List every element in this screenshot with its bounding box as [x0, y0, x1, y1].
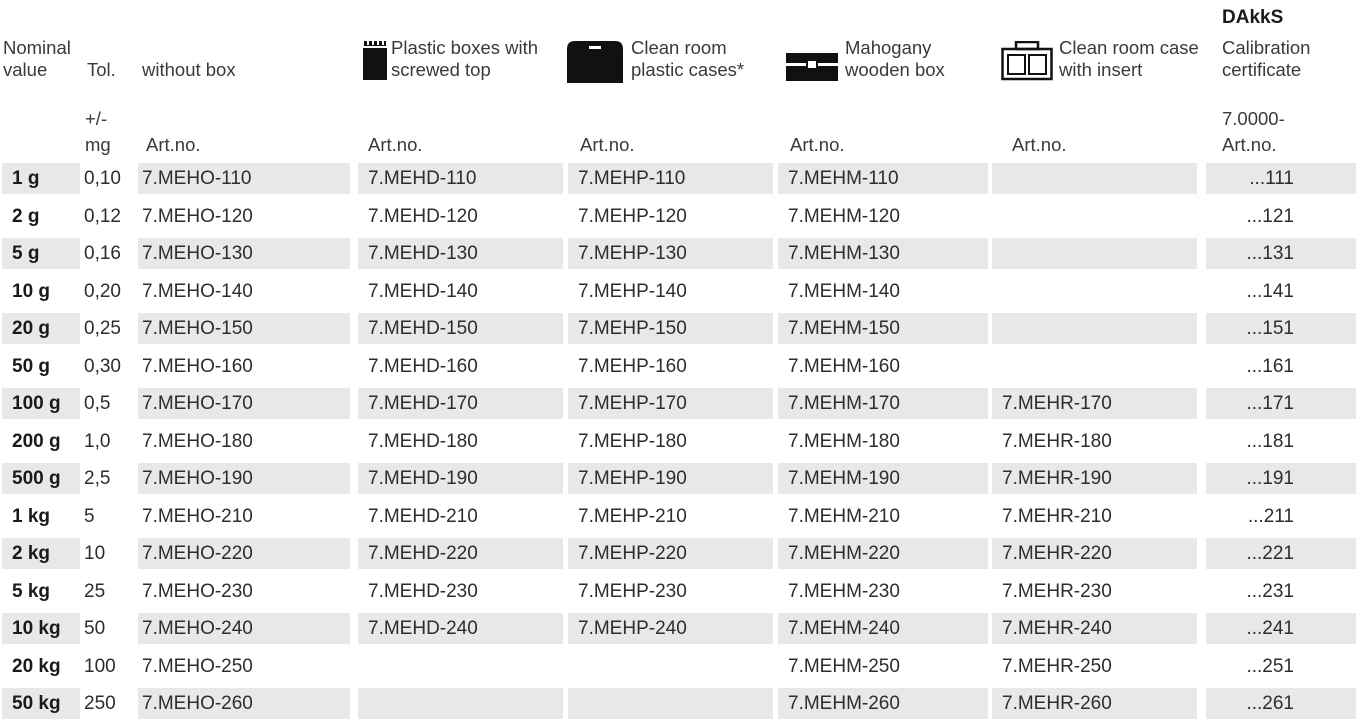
without-box-artno-cell: 7.MEHO-220	[138, 538, 350, 569]
table-row	[0, 201, 1360, 232]
nominal-value-cell: 50 g	[12, 355, 51, 377]
header-clean-room-case-line2: with insert	[1059, 59, 1143, 80]
dakks-artno-cell: ...231	[1246, 580, 1294, 602]
clean-room-plastic-artno-cell: 7.MEHP-240	[568, 613, 773, 644]
subheader-artno-mahogany: Art.no.	[790, 134, 845, 155]
dakks-artno-cell: ...191	[1206, 463, 1356, 494]
table-row	[0, 501, 1360, 532]
without-box-artno-cell: 7.MEHO-260	[138, 688, 350, 719]
tolerance-cell: 50	[84, 618, 106, 639]
header-plastic-boxes-line2: screwed top	[391, 59, 491, 80]
clean-room-plastic-artno-cell: 7.MEHP-110	[568, 163, 773, 194]
table-row	[0, 576, 1360, 607]
plastic-box-artno-cell: 7.MEHD-110	[358, 163, 563, 194]
dakks-artno-cell: ...181	[1246, 430, 1294, 452]
nominal-value-cell: 10 kg	[2, 613, 80, 644]
subheader-tol-unit-line1: +/-	[85, 108, 108, 129]
clean-room-case-artno-cell: 7.MEHR-260	[992, 688, 1197, 719]
table-row	[0, 538, 1360, 569]
tolerance-cell: 0,30	[84, 355, 121, 377]
without-box-artno-cell: 7.MEHO-110	[138, 163, 350, 194]
table-row	[0, 426, 1360, 457]
mahogany-artno-cell: 7.MEHM-260	[778, 688, 988, 719]
without-box-artno-cell: 7.MEHO-130	[138, 238, 350, 269]
tolerance-cell: 25	[84, 580, 106, 602]
header-mahogany-line1: Mahogany	[845, 37, 932, 58]
nominal-value-cell: 100 g	[2, 388, 80, 419]
clean-room-case-artno-cell	[992, 238, 1197, 269]
clean-room-plastic-artno-cell: 7.MEHP-230	[578, 580, 687, 602]
clean-room-plastic-artno-cell: 7.MEHP-120	[578, 205, 687, 227]
table-row	[0, 651, 1360, 682]
without-box-artno-cell: 7.MEHO-160	[142, 355, 253, 377]
table-row	[0, 313, 1360, 344]
without-box-artno-cell: 7.MEHO-210	[142, 505, 253, 527]
header-clean-room-plastic	[631, 37, 744, 81]
plastic-box-artno-cell: 7.MEHD-170	[358, 388, 563, 419]
table-row	[0, 613, 1360, 644]
plastic-box-artno-cell: 7.MEHD-220	[358, 538, 563, 569]
dakks-artno-cell: ...251	[1246, 655, 1294, 677]
nominal-value-cell: 200 g	[12, 430, 61, 452]
subheader-artno-without-box: Art.no.	[146, 134, 201, 155]
dakks-artno-cell: ...171	[1206, 388, 1356, 419]
table-row	[0, 276, 1360, 307]
nominal-value-cell: 20 kg	[12, 655, 61, 677]
header-nominal-value	[3, 37, 71, 81]
nominal-value-cell: 1 g	[2, 163, 80, 194]
clean-room-case-artno-cell	[992, 276, 1197, 307]
clean-room-plastic-artno-cell: 7.MEHP-160	[578, 355, 687, 377]
subheader-dakks-prefix: 7.0000-	[1222, 108, 1285, 129]
without-box-artno-cell: 7.MEHO-190	[138, 463, 350, 494]
clean-room-plastic-artno-cell: 7.MEHP-180	[578, 430, 687, 452]
without-box-artno-cell: 7.MEHO-250	[142, 655, 253, 677]
nominal-value-cell: 1 kg	[12, 505, 51, 527]
without-box-artno-cell: 7.MEHO-240	[138, 613, 350, 644]
nominal-value-cell: 50 kg	[2, 688, 80, 719]
mahogany-wooden-box-icon	[786, 53, 838, 81]
subheader-tol-unit-line2: mg	[85, 134, 111, 155]
plastic-box-artno-cell	[358, 688, 563, 719]
without-box-artno-cell: 7.MEHO-140	[142, 280, 253, 302]
header-nominal-line1: Nominal	[3, 37, 71, 58]
tolerance-cell: 0,10	[84, 168, 121, 189]
nominal-value-cell: 2 g	[12, 205, 40, 227]
subheader-artno-plastic-box: Art.no.	[368, 134, 423, 155]
dakks-artno-cell: ...121	[1246, 205, 1294, 227]
mahogany-artno-cell: 7.MEHM-180	[788, 430, 900, 452]
plastic-box-artno-cell: 7.MEHD-190	[358, 463, 563, 494]
table-row	[0, 388, 1360, 419]
clean-room-case-artno-cell: 7.MEHR-230	[1002, 580, 1112, 602]
subheader-dakks-artno-label: Art.no.	[1222, 134, 1277, 155]
tolerance-cell: 5	[84, 505, 95, 527]
without-box-artno-cell: 7.MEHO-230	[142, 580, 253, 602]
mahogany-artno-cell: 7.MEHM-170	[778, 388, 988, 419]
plastic-box-artno-cell: 7.MEHD-140	[368, 280, 478, 302]
tolerance-cell: 0,12	[84, 205, 121, 227]
mahogany-artno-cell: 7.MEHM-250	[788, 655, 900, 677]
header-without-box: without box	[142, 59, 236, 80]
header-nominal-line2: value	[3, 59, 48, 80]
clean-room-plastic-artno-cell: 7.MEHP-140	[578, 280, 687, 302]
tolerance-cell: 100	[84, 655, 116, 677]
clean-room-case-artno-cell	[992, 313, 1197, 344]
dakks-artno-cell: ...151	[1206, 313, 1356, 344]
mahogany-artno-cell: 7.MEHM-240	[778, 613, 988, 644]
nominal-value-cell: 10 g	[12, 280, 51, 302]
nominal-value-cell: 500 g	[2, 463, 80, 494]
clean-room-case-artno-cell	[992, 351, 1197, 382]
clean-room-case-artno-cell	[992, 163, 1197, 194]
plastic-box-artno-cell: 7.MEHD-160	[368, 355, 478, 377]
clean-room-case-artno-cell: 7.MEHR-220	[992, 538, 1197, 569]
plastic-box-artno-cell: 7.MEHD-240	[358, 613, 563, 644]
table-row	[0, 238, 1360, 269]
clean-room-plastic-artno-cell	[568, 688, 773, 719]
clean-room-case-artno-cell: 7.MEHR-250	[1002, 655, 1112, 677]
without-box-artno-cell: 7.MEHO-150	[138, 313, 350, 344]
tolerance-cell: 1,0	[84, 430, 111, 452]
tolerance-cell: 0,20	[84, 280, 121, 302]
tolerance-cell: 250	[84, 693, 116, 714]
clean-room-case-artno-cell: 7.MEHR-180	[1002, 430, 1112, 452]
mahogany-artno-cell: 7.MEHM-120	[788, 205, 900, 227]
header-calibration-line1: Calibration	[1222, 37, 1311, 58]
plastic-box-artno-cell: 7.MEHD-210	[368, 505, 478, 527]
header-clean-room-case-line1: Clean room case	[1059, 37, 1199, 58]
tolerance-cell: 0,5	[84, 393, 111, 414]
table-row	[0, 351, 1360, 382]
mahogany-artno-cell: 7.MEHM-160	[788, 355, 900, 377]
subheader-tol-unit	[85, 108, 111, 156]
tolerance-cell: 0,25	[84, 318, 121, 339]
table-row	[0, 163, 1360, 194]
subheader-dakks-artno	[1222, 108, 1285, 156]
clean-room-plastic-artno-cell: 7.MEHP-210	[578, 505, 687, 527]
header-tol: Tol.	[87, 59, 116, 80]
header-dakks: DAkkS	[1222, 7, 1284, 28]
dakks-artno-cell: ...221	[1206, 538, 1356, 569]
table-row	[0, 463, 1360, 494]
clean-room-plastic-artno-cell: 7.MEHP-220	[568, 538, 773, 569]
plastic-box-artno-cell: 7.MEHD-120	[368, 205, 478, 227]
header-clean-room-plastic-line2: plastic cases*	[631, 59, 745, 80]
dakks-artno-cell: ...131	[1206, 238, 1356, 269]
weights-table	[0, 163, 1360, 726]
header-plastic-boxes	[391, 37, 538, 81]
clean-room-case-artno-cell: 7.MEHR-190	[992, 463, 1197, 494]
table-row	[0, 688, 1360, 719]
dakks-artno-cell: ...261	[1206, 688, 1356, 719]
header-clean-room-case	[1059, 37, 1199, 81]
mahogany-artno-cell: 7.MEHM-220	[778, 538, 988, 569]
header-calibration-certificate	[1222, 37, 1310, 81]
header-clean-room-plastic-line1: Clean room	[631, 37, 727, 58]
tolerance-cell: 10	[84, 543, 106, 564]
clean-room-case-artno-cell: 7.MEHR-240	[992, 613, 1197, 644]
clean-room-case-artno-cell	[992, 201, 1197, 232]
mahogany-artno-cell: 7.MEHM-210	[788, 505, 900, 527]
clean-room-case-insert-icon	[1001, 41, 1053, 81]
plastic-box-artno-cell: 7.MEHD-150	[358, 313, 563, 344]
nominal-value-cell: 20 g	[2, 313, 80, 344]
clean-room-plastic-artno-cell	[568, 651, 773, 682]
dakks-artno-cell: ...241	[1206, 613, 1356, 644]
mahogany-artno-cell: 7.MEHM-190	[778, 463, 988, 494]
without-box-artno-cell: 7.MEHO-170	[138, 388, 350, 419]
without-box-artno-cell: 7.MEHO-120	[142, 205, 253, 227]
mahogany-artno-cell: 7.MEHM-140	[788, 280, 900, 302]
header-mahogany-line2: wooden box	[845, 59, 945, 80]
plastic-box-artno-cell: 7.MEHD-130	[358, 238, 563, 269]
header-plastic-boxes-line1: Plastic boxes with	[391, 37, 539, 58]
clean-room-plastic-artno-cell: 7.MEHP-150	[568, 313, 773, 344]
mahogany-artno-cell: 7.MEHM-230	[788, 580, 900, 602]
header-calibration-line2: certificate	[1222, 59, 1302, 80]
dakks-artno-cell: ...211	[1247, 505, 1294, 527]
mahogany-artno-cell: 7.MEHM-110	[778, 163, 988, 194]
clean-room-case-artno-cell: 7.MEHR-210	[1002, 505, 1112, 527]
nominal-value-cell: 2 kg	[2, 538, 80, 569]
clean-room-case-artno-cell: 7.MEHR-170	[992, 388, 1197, 419]
header-mahogany	[845, 37, 945, 81]
plastic-box-artno-cell	[358, 651, 563, 682]
plastic-box-artno-cell: 7.MEHD-230	[368, 580, 478, 602]
clean-room-plastic-artno-cell: 7.MEHP-170	[568, 388, 773, 419]
nominal-value-cell: 5 g	[2, 238, 80, 269]
clean-room-plastic-artno-cell: 7.MEHP-190	[568, 463, 773, 494]
mahogany-artno-cell: 7.MEHM-130	[778, 238, 988, 269]
subheader-artno-clean-room-case: Art.no.	[1012, 134, 1067, 155]
subheader-artno-clean-room-plastic: Art.no.	[580, 134, 635, 155]
plastic-box-artno-cell: 7.MEHD-180	[368, 430, 478, 452]
without-box-artno-cell: 7.MEHO-180	[142, 430, 253, 452]
nominal-value-cell: 5 kg	[12, 580, 51, 602]
clean-room-plastic-case-icon	[567, 41, 623, 83]
dakks-artno-cell: ...111	[1206, 163, 1356, 194]
tolerance-cell: 0,16	[84, 243, 121, 264]
tolerance-cell: 2,5	[84, 468, 111, 489]
plastic-box-screwed-top-icon	[363, 40, 387, 80]
mahogany-artno-cell: 7.MEHM-150	[778, 313, 988, 344]
clean-room-plastic-artno-cell: 7.MEHP-130	[568, 238, 773, 269]
dakks-artno-cell: ...141	[1246, 280, 1294, 302]
dakks-artno-cell: ...161	[1246, 355, 1294, 377]
